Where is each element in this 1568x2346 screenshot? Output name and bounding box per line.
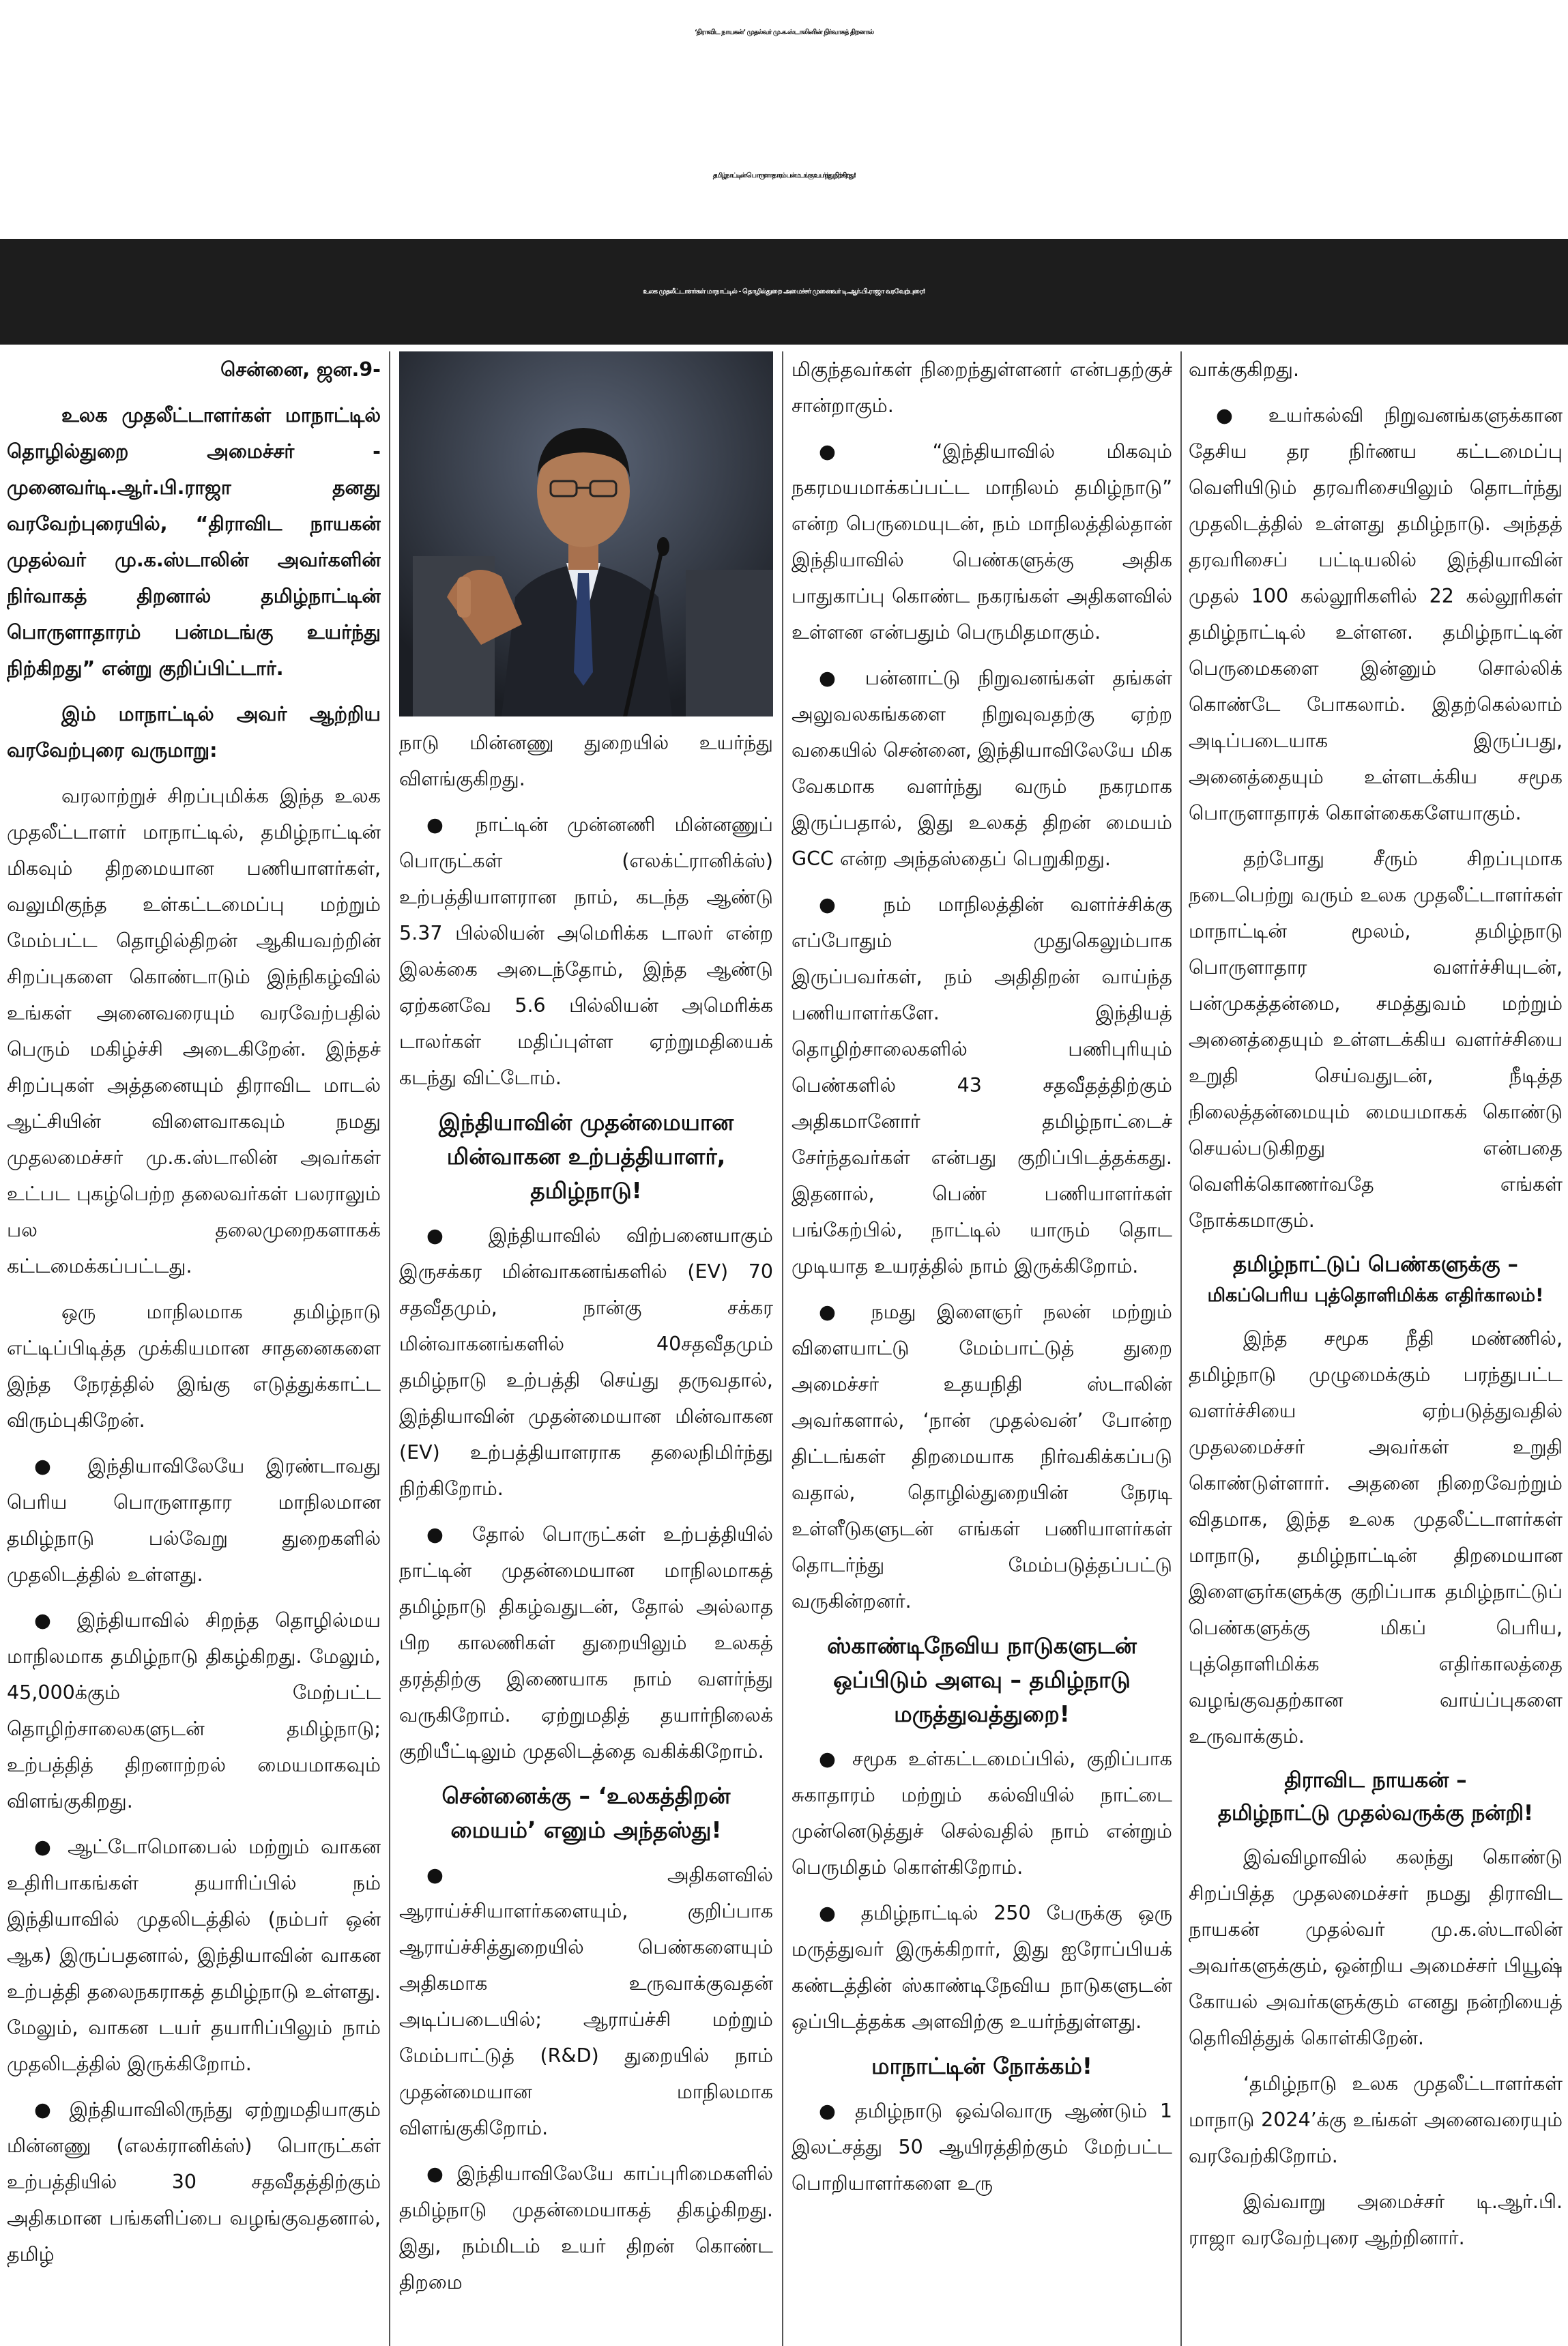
kicker: ‘திராவிட நாயகன்’ முதல்வர் மு.க.ஸ்டாலினின் நிர்வாகத் திறனால் [694, 29, 874, 36]
bullet-paragraph: ● அதிகளவில் ஆராய்ச்சியாளர்களையும், குறிப்பாக ஆராய்ச்சித்துறையில் பெண்களையும் அதிகமாக உருவாக்குவதன் அடிப்படையில்; ஆராய்ச்சி மற்றும் மேம்பாட்டுத் (R&D) துறையில் நாம் முதன்மையான மாநிலமாக விளங்குகிறோம். [399, 1857, 773, 2146]
subheading: மாநாட்டின் நோக்கம்! [871, 2053, 1092, 2079]
column-1 [7, 351, 381, 2346]
subheading-line: திராவிட நாயகன் – [1284, 1768, 1467, 1793]
body-paragraph: இவ்வாறு அமைச்சர் டி.ஆர்.பி. ராஜா வரவேற்புரை ஆற்றினார். [1189, 2190, 1563, 2249]
bullet-paragraph: ● இந்தியாவில் சிறந்த தொழில்மய மாநிலமாக தமிழ்நாடு திகழ்கிறது. மேலும், 45,000க்கும் மேற்பட்ட தொழிற்சாலைகளுடன் தமிழ்நாடு; உற்பத்தித் திறனாற்றல் மையமாகவும் விளங்குகிறது. [7, 1602, 381, 1819]
column-rule [1180, 351, 1182, 2346]
column-rule [782, 351, 783, 2346]
banner-text: உலக முதலீட்டாளர்கள் மாநாட்டில் - தொழில்துறை அமைச்சர் முனைவர் டி.ஆர்.பி.ராஜா வரவேற்புரை! [643, 288, 925, 295]
bullet-paragraph: ● தமிழ்நாடு ஒவ்வொரு ஆண்டும் 1 இலட்சத்து 50 ஆயிரத்திற்கும் மேற்பட்ட பொறியாளர்களை உரு [792, 2093, 1172, 2201]
subheading-line: தமிழ்நாட்டுப் பெண்களுக்கு – [1233, 1252, 1518, 1277]
speaker-photo [399, 351, 773, 716]
column-4 [1189, 351, 1563, 2346]
bullet-paragraph: ● நாட்டின் முன்னணி மின்னணுப் பொருட்கள் (எலக்ட்ரானிக்ஸ்) உற்பத்தியாளரான நாம், கடந்த ஆண்டு 5.37 பில்லியன் அமெரிக்க டாலர் என்ற இலக்கை அடைந்தோம், இந்த ஆண்டு ஏற்கனவே 5.6 பில்லியன் அமெரிக்க டாலர்கள் மதிப்புள்ள ஏற்றுமதியைக் கடந்து விட்டோம். [399, 807, 773, 1096]
speaker-portrait-image [399, 351, 773, 716]
bullet-paragraph: ● நம் மாநிலத்தின் வளர்ச்சிக்கு எப்போதும் முதுகெலும்பாக இருப்பவர்கள், நம் அதிதிறன் வாய்ந்த பணியாளர்களே. இந்தியத் தொழிற்சாலைகளில் பணிபுரியும் பெண்களில் 43 சதவீதத்திற்கும் அதிகமானோர் தமிழ்நாட்டைச் சேர்ந்தவர்கள் என்பது குறிப்பிடத்தக்கது. இதனால், பெண் பணியாளர்கள் பங்கேற்பில், நாட்டில் யாரும் தொட முடியாத உயரத்தில் நாம் இருக்கிறோம். [792, 886, 1172, 1284]
body-paragraph: மிகுந்தவர்கள் நிறைந்துள்ளனர் என்பதற்குச் சான்றாகும். [792, 358, 1172, 417]
body-paragraph: நாடு மின்னணு துறையில் உயர்ந்து விளங்குகிறது. [399, 732, 773, 790]
bullet-paragraph: ● இந்தியாவில் விற்பனையாகும் இருசக்கர மின்வாகனங்களில் (EV) 70 சதவீதமும், நான்கு சக்கர மின்வாகனங்களில் 40சதவீதமும் தமிழ்நாடு உற்பத்தி செய்து தருவதால், இந்தியாவின் முதன்மையான மின்வாகன (EV) உற்பத்தியாளராக தலைநிமிர்ந்து நிற்கிறோம். [399, 1217, 773, 1507]
bullet-paragraph: ● உயர்கல்வி நிறுவனங்களுக்கான தேசிய தர நிர்ணய கட்டமைப்பு வெளியிடும் தரவரிசையிலும் தொடர்ந்து முதலிடத்தில் உள்ளது தமிழ்நாடு. அந்தத் தரவரிசைப் பட்டியலில் இந்தியாவின் முதல் 100 கல்லூரிகளில் 22 கல்லூரிகள் தமிழ்நாட்டில் உள்ளன. தமிழ்நாட்டின் பெருமைகளை இன்னும் சொல்லிக் கொண்டே போகலாம். இதற்கெல்லாம் அடிப்படையாக இருப்பது, அனைத்தையும் உள்ளடக்கிய சமூக பொருளாதாரக் கொள்கைகளேயாகும். [1189, 397, 1563, 831]
bullet-paragraph: ● நமது இளைஞர் நலன் மற்றும் விளையாட்டு மேம்பாட்டுத் துறை அமைச்சர் உதயநிதி ஸ்டாலின் அவர்களால், ‘நான் முதல்வன்’ போன்ற திட்டங்கள் திறமையாக நிர்வகிக்கப்படு வதால், தொழில்துறையின் நேரடி உள்ளீடுகளுடன் எங்கள் பணியாளர்கள் தொடர்ந்து மேம்படுத்தப்பட்டு வருகின்றனர். [792, 1294, 1172, 1619]
subheadline-banner [0, 239, 1568, 345]
bullet-paragraph: ● ஆட்டோமொபைல் மற்றும் வாகன உதிரிபாகங்கள் தயாரிப்பில் நம் இந்தியாவில் முதலிடத்தில் (நம்பர் ஒன் ஆக) இருப்பதனால், இந்தியாவின் வாகன உற்பத்தி தலைநகராகத் தமிழ்நாடு உள்ளது. மேலும், வாகன டயர் தயாரிப்பிலும் நாம் முதலிடத்தில் இருக்கிறோம். [7, 1829, 381, 2082]
column-2 [399, 351, 773, 2346]
bullet-paragraph: ● தமிழ்நாட்டில் 250 பேருக்கு ஒரு மருத்துவர் இருக்கிறார், இது ஐரோப்பியக் கண்டத்தின் ஸ்காண்டிநேவிய நாடுகளுடன் ஒப்பிடத்தக்க அளவிற்கு உயர்ந்துள்ளது. [792, 1895, 1172, 2040]
body-paragraph: வாக்குகிறது. [1189, 358, 1300, 381]
subheading [1189, 1764, 1563, 1829]
bullet-paragraph: ● பன்னாட்டு நிறுவனங்கள் தங்கள் அலுவலகங்களை நிறுவுவதற்கு ஏற்ற வகையில் சென்னை, இந்தியாவிலேயே மிக வேகமாக வளர்ந்து வரும் நகரமாக இருப்பதால், இது உலகத் திறன் மையம் GCC என்ற அந்தஸ்தைப் பெறுகிறது. [792, 660, 1172, 877]
bullet-paragraph: ● “இந்தியாவில் மிகவும் நகரமயமாக்கப்பட்ட மாநிலம் தமிழ்நாடு” என்ற பெருமையுடன், நம் மாநிலத்தில்தான் இந்தியாவில் பெண்களுக்கு அதிக பாதுகாப்பு கொண்ட நகரங்கள் அதிகளவில் உள்ளன என்பதும் பெருமிதமாகும். [792, 433, 1172, 650]
body-paragraph: வரலாற்றுச் சிறப்புமிக்க இந்த உலக முதலீட்டாளர் மாநாட்டில், தமிழ்நாட்டின் மிகவும் திறமையான பணியாளர்கள், வலுமிகுந்த உள்கட்டமைப்பு மற்றும் மேம்பட்ட தொழில்திறன் ஆகியவற்றின் சிறப்புகளை கொண்டாடும் இந்நிகழ்வில் உங்கள் அனைவரையும் வரவேற்பதில் பெரும் மகிழ்ச்சி அடைகிறேன். இந்தச் சிறப்புகள் அத்தனையும் திராவிட மாடல் ஆட்சியின் விளைவாகவும் நமது முதலமைச்சர் மு.க.ஸ்டாலின் அவர்கள் உட்பட புகழ்பெற்ற தலைவர்கள் பலராலும் பல தலைமுறைகளாகக் கட்டமைக்கப்பட்டது. [7, 785, 381, 1277]
body-paragraph: தற்போது சீரும் சிறப்புமாக நடைபெற்று வரும் உலக முதலீட்டாளர்கள் மாநாட்டின் மூலம், தமிழ்நாடு பொருளாதார வளர்ச்சியுடன், பன்முகத்தன்மை, சமத்துவம் மற்றும் அனைத்தையும் உள்ளடக்கிய வளர்ச்சியை உறுதி செய்வதுடன், நீடித்த நிலைத்தன்மையும் மையமாகக் கொண்டு செயல்படுகிறது என்பதை வெளிக்கொணர்வதே எங்கள் நோக்கமாகும். [1189, 848, 1563, 1232]
column-rule [389, 351, 390, 2346]
subheading [1189, 1248, 1563, 1311]
bullet-paragraph: ● சமூக உள்கட்டமைப்பில், குறிப்பாக சுகாதாரம் மற்றும் கல்வியில் நாட்டை முன்னெடுத்துச் செல்வதில் நாம் என்றும் பெருமிதம் கொள்கிறோம். [792, 1741, 1172, 1885]
subheading: ஸ்காண்டிநேவிய நாடுகளுடன் ஒப்பிடும் அளவு – தமிழ்நாடு மருத்துவத்துறை! [827, 1632, 1137, 1727]
bullet-paragraph: ● இந்தியாவிலிருந்து ஏற்றுமதியாகும் மின்னணு (எலக்ரானிக்ஸ்) பொருட்கள் உற்பத்தியில் 30 சதவீதத்திற்கும் அதிகமான பங்களிப்பை வழங்குவதனால், தமிழ் [7, 2091, 381, 2272]
subheading: சென்னைக்கு – ‘உலகத்திறன் மையம்’ எனும் அந்தஸ்து! [441, 1782, 731, 1843]
lead-paragraph: உலக முதலீட்டாளர்கள் மாநாட்டில் தொழில்துறை அமைச்சர் - முனைவர்டி.ஆர்.பி.ராஜா தனது வரவேற்புரையில், “திராவிட நாயகன் முதல்வர் மு.க.ஸ்டாலின் அவர்களின் நிர்வாகத் திறனால் தமிழ்நாட்டின் பொருளாதாரம் பன்மடங்கு உயர்ந்து நிற்கிறது” என்று குறிப்பிட்டார். [7, 404, 381, 680]
lead-paragraph-2: இம் மாநாட்டில் அவர் ஆற்றிய வரவேற்புரை வருமாறு: [7, 703, 381, 762]
column-3 [792, 351, 1172, 2346]
body-paragraph: ‘தமிழ்நாடு உலக முதலீட்டாளர்கள் மாநாடு 2024’க்கு உங்கள் அனைவரையும் வரவேற்கிறோம். [1189, 2072, 1563, 2167]
subheading-line: தமிழ்நாட்டு முதல்வருக்கு நன்றி! [1217, 1801, 1534, 1825]
bullet-paragraph: ● தோல் பொருட்கள் உற்பத்தியில் நாட்டின் முதன்மையான மாநிலமாகத் தமிழ்நாடு திகழ்வதுடன், தோல் அல்லாத பிற காலணிகள் துறையிலும் உலகத் தரத்திற்கு இணையாக நாம் வளர்ந்து வருகிறோம். ஏற்றுமதித் தயார்நிலைக் குறியீட்டிலும் முதலிடத்தை வகிக்கிறோம். [399, 1516, 773, 1769]
dateline: சென்னை, ஜன.9- [220, 358, 381, 381]
subheading-line: மிகப்பெரிய புத்தொளிமிக்க எதிர்காலம்! [1207, 1285, 1544, 1306]
bullet-paragraph: ● இந்தியாவிலேயே காப்புரிமைகளில் தமிழ்நாடு முதன்மையாகத் திகழ்கிறது. இது, நம்மிடம் உயர் திறன் கொண்ட திறமை [399, 2156, 773, 2300]
bullet-paragraph: ● இந்தியாவிலேயே இரண்டாவது பெரிய பொருளாதார மாநிலமான தமிழ்நாடு பல்வேறு துறைகளில் முதலிடத்தில் உள்ளது. [7, 1448, 381, 1593]
headline: தமிழ்நாட்டின் பொருளாதாரம் பன்மடங்கு உயர்ந்து நிற்கிறது! [712, 172, 856, 179]
body-paragraph: இந்த சமூக நீதி மண்ணில், தமிழ்நாடு முழுமைக்கும் பரந்துபட்ட வளர்ச்சியை ஏற்படுத்துவதில் முதலமைச்சர் அவர்கள் உறுதி கொண்டுள்ளார். அதனை நிறைவேற்றும் விதமாக, இந்த உலக முதலீட்டாளர்கள் மாநாடு, தமிழ்நாட்டின் திறமையான இளைஞர்களுக்கு குறிப்பாக தமிழ்நாட்டுப் பெண்களுக்கு மிகப் பெரிய, புத்தொளிமிக்க எதிர்காலத்தை வழங்குவதற்கான வாய்ப்புகளை உருவாக்கும். [1189, 1327, 1563, 1748]
body-paragraph: இவ்விழாவில் கலந்து கொண்டு சிறப்பித்த முதலமைச்சர் நமது திராவிட நாயகன் முதல்வர் மு.க.ஸ்டாலின் அவர்களுக்கும், ஒன்றிய அமைச்சர் பியூஷ் கோயல் அவர்களுக்கும் எனது நன்றியைத் தெரிவித்துக் கொள்கிறேன். [1189, 1846, 1563, 2049]
body-paragraph: ஒரு மாநிலமாக தமிழ்நாடு எட்டிப்பிடித்த முக்கியமான சாதனைகளை இந்த நேரத்தில் இங்கு எடுத்துக்காட்ட விரும்புகிறேன். [7, 1301, 381, 1432]
subheading: இந்தியாவின் முதன்மையான மின்வாகன உற்பத்தியாளர், தமிழ்நாடு! [438, 1109, 734, 1204]
